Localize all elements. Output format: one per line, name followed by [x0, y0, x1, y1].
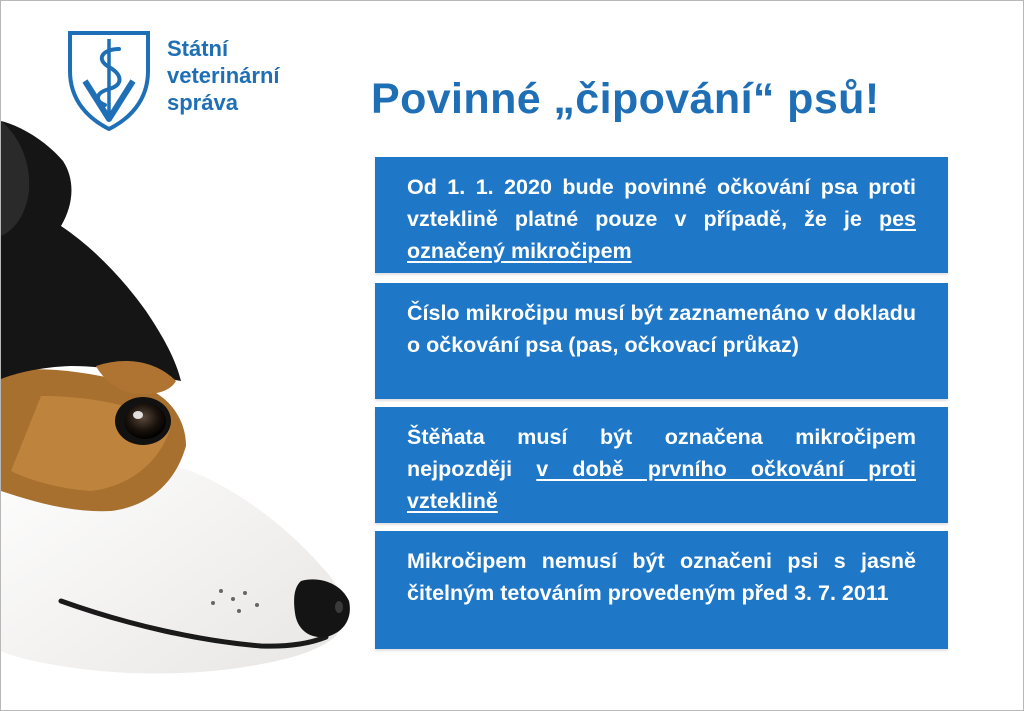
logo-line-1: Státní	[167, 36, 229, 61]
page-title: Povinné „čipování“ psů!	[371, 75, 880, 123]
logo-line-2: veterinární	[167, 63, 280, 88]
info-box-1-text: Od 1. 1. 2020 bude povinné očkování psa proti vzteklině platné pouze v případě, že je	[407, 175, 916, 231]
svs-logo	[67, 29, 317, 139]
logo-line-3: správa	[167, 90, 238, 115]
svs-shield-caduceus-icon	[67, 29, 151, 133]
info-box-3-underlined: v době prvního očkování proti vzteklině	[407, 457, 916, 513]
info-box-1-underlined: pes označený mikročipem	[407, 207, 916, 263]
info-box-3-text: Štěňata musí být označena mikročipem nejpozději	[407, 425, 916, 481]
info-box-3	[375, 407, 948, 523]
info-box-4-text: Mikročipem nemusí být označeni psi s jasně čitelným tetováním provedeným před 3. 7. 2011	[407, 549, 916, 605]
info-box-1	[375, 157, 948, 273]
svs-logo-text	[167, 35, 280, 116]
info-box-2-text: Číslo mikročipu musí být zaznamenáno v dokladu o očkování psa (pas, očkovací průkaz)	[407, 301, 916, 357]
info-box-2	[375, 283, 948, 399]
info-box-4	[375, 531, 948, 649]
